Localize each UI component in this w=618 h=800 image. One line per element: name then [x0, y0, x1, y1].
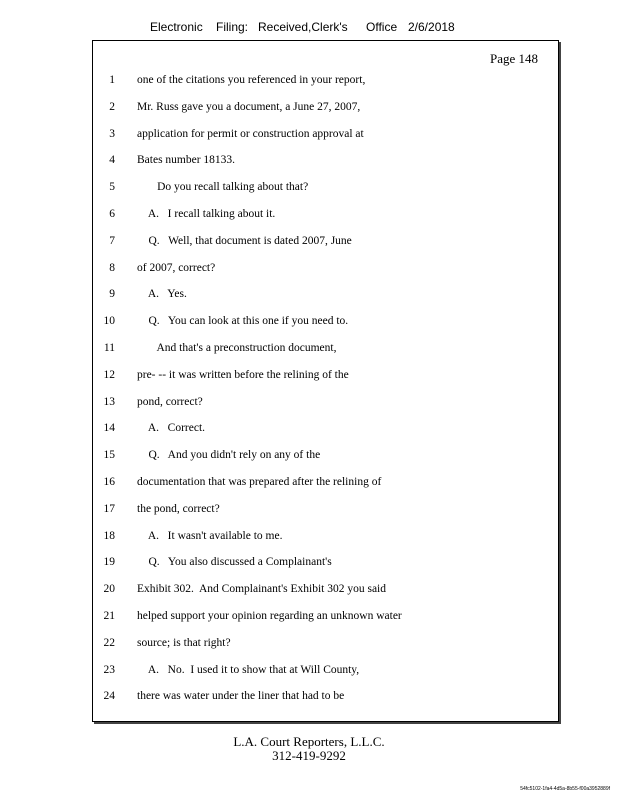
line-number: 21: [103, 610, 115, 622]
transcript-line: [93, 262, 558, 282]
line-text: Bates number 18133.: [137, 154, 236, 167]
transcript-line: [93, 235, 558, 255]
line-number: 11: [103, 342, 115, 354]
transcript-line: [93, 610, 558, 630]
transcript-line: [93, 690, 558, 710]
header-filing: Filing:: [216, 20, 249, 34]
page-number: Page 148: [489, 51, 538, 66]
line-number: 2: [109, 100, 115, 113]
transcript-line: [93, 288, 558, 308]
line-number: 15: [103, 449, 115, 462]
line-number: 14: [103, 422, 115, 435]
line-text: documentation that was prepared after the relining of: [137, 476, 382, 488]
line-text: Q. You also discussed a Complainant's: [137, 556, 332, 569]
transcript-line: [93, 583, 558, 603]
line-number: 19: [103, 556, 115, 569]
line-text: A. It wasn't available to me.: [137, 529, 283, 542]
line-number: 12: [103, 368, 115, 381]
line-text: Q. And you didn't rely on any of the: [137, 449, 321, 462]
line-text: application for permit or construction approval at: [137, 127, 364, 140]
transcript-line: [93, 342, 558, 362]
document-id: 54fc5102-1fa4-4d5a-8b55-f00a3952889f: [520, 786, 610, 792]
transcript-line: [93, 181, 558, 201]
line-number: 10: [103, 315, 115, 328]
line-number: 3: [109, 127, 115, 140]
line-number: 9: [109, 288, 115, 301]
filing-header: [0, 20, 618, 38]
line-text: source; is that right?: [137, 636, 231, 649]
transcript-line: [93, 449, 558, 469]
line-number: 23: [103, 663, 115, 676]
line-text: Mr. Russ gave you a document, a June 27, 2007,: [137, 100, 361, 113]
line-number: 24: [103, 690, 115, 703]
transcript-line: [93, 530, 558, 550]
line-number: 8: [109, 261, 115, 274]
transcript-line: [93, 422, 558, 442]
line-number: 4: [109, 154, 115, 167]
transcript-line: [93, 476, 558, 496]
line-number: 6: [109, 208, 115, 220]
transcript-line: [93, 503, 558, 523]
footer-phone: 312-419-9292: [272, 748, 346, 763]
transcript-line: [93, 396, 558, 416]
line-text: Do you recall talking about that?: [137, 181, 309, 194]
line-number: 1: [109, 74, 115, 86]
line-text: pond, correct?: [137, 395, 203, 408]
line-text: And that's a preconstruction document,: [137, 342, 337, 354]
line-text: Q. You can look at this one if you need to.: [137, 315, 349, 328]
line-text: one of the citations you referenced in your report,: [137, 74, 366, 86]
transcript-line: [93, 208, 558, 228]
line-number: 20: [103, 583, 115, 596]
transcript-line: [93, 556, 558, 576]
line-text: Exhibit 302. And Complainant's Exhibit 302 you said: [137, 583, 386, 596]
line-text: pre- -- it was written before the relining of the: [137, 368, 349, 381]
header-date: 2/6/2018: [408, 20, 455, 34]
transcript-line: [93, 101, 558, 121]
line-number: 7: [109, 234, 115, 247]
line-text: the pond, correct?: [137, 502, 220, 515]
line-text: A. Yes.: [137, 288, 187, 301]
transcript-line: [93, 74, 558, 94]
footer-company: L.A. Court Reporters, L.L.C.: [233, 734, 385, 749]
transcript-line: [93, 315, 558, 335]
line-text: A. Correct.: [137, 422, 206, 435]
line-text: helped support your opinion regarding an unknown water: [137, 610, 402, 622]
transcript-line: [93, 369, 558, 389]
transcript-line: [93, 154, 558, 174]
line-number: 17: [103, 502, 115, 515]
header-received: Received,Clerk's: [258, 20, 348, 34]
transcript-page-frame: [92, 40, 559, 722]
header-office: Office: [366, 20, 398, 34]
line-number: 16: [103, 476, 115, 488]
transcript-line: [93, 128, 558, 148]
line-number: 5: [109, 181, 115, 194]
line-number: 18: [103, 529, 115, 542]
line-text: there was water under the liner that had to be: [137, 690, 345, 703]
header-electronic: Electronic: [150, 20, 203, 34]
line-text: Q. Well, that document is dated 2007, June: [137, 234, 352, 247]
line-number: 13: [103, 395, 115, 408]
line-text: A. No. I used it to show that at Will County,: [137, 663, 360, 676]
transcript-line: [93, 637, 558, 657]
line-number: 22: [103, 636, 115, 649]
line-text: A. I recall talking about it.: [137, 208, 276, 220]
transcript-line: [93, 664, 558, 684]
line-text: of 2007, correct?: [137, 261, 216, 274]
